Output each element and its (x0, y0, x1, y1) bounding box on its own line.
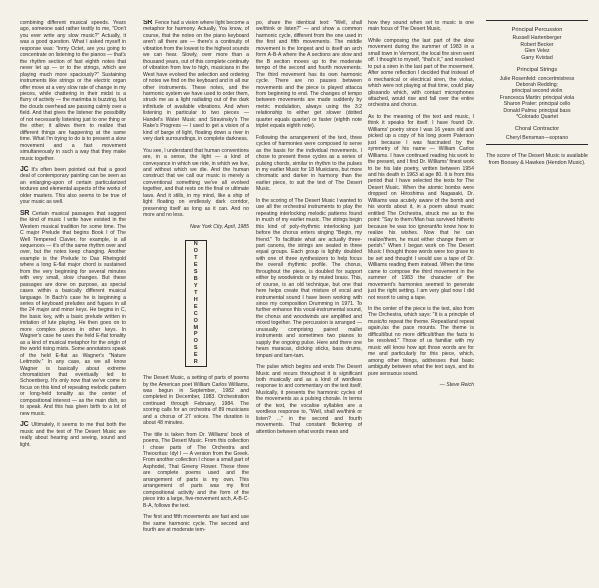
text-paragraph: SR Fence had a vision where light become a metaphor for harmony. Actually, You know, of course, that the notes on the piano keyboard aren't all there are — there's a continuity of vibration from the lowest to the highest sounds we can hear. Slowly, over more than a thousand years, out of this complete continuity of vibration from low to high, musicians in the West have evolved the selection and ordering of notes we find on the keyboard and in all our other instruments. These notes, and the harmonic system we have used to order them, struck me as a light radiating out of the dark infinitude of available vibrations. And when listening in particular to two pieces — Handel's Water Music and Stravinsky's The Rake's Progress — I used to get a vision of a kind of barge of light, floating down a river in very dark surroundings, in complete darkness. (143, 20, 249, 143)
title-letter: S (193, 269, 199, 276)
title-letter: E (193, 262, 199, 269)
title-letter: P (193, 331, 199, 338)
name-list (486, 135, 588, 141)
role-heading: Principal Strings (516, 67, 558, 74)
column-4 (368, 20, 474, 575)
credit-name: Francesca Martin: principal viola (499, 94, 575, 101)
speaker-sr: SR (143, 20, 153, 26)
column-1 (20, 20, 126, 575)
text-paragraph: In the scoring of The Desert Music I wanted to use all the orchestral instruments to play the repeating interlocking melodic patterns found in much of my earlier music. The strings begin this kind of poly-rhythmic interlocking just before the chorus enters singing "Begin, my friend." To facilitate what are actually three-part canons, the strings are seated in three equal groups. Each group is lightly doubled with one of three synthesizers to help focus the overall rhythmic profile. The chorus, throughout the piece, is doubled for support either by woodwinds or by muted brass. This, of course, is an old technique, but one that here helps create that mixture of vocal and instrumental sound I have been working with since my composition Drumming in 1971. To further enhance this vocal-instrumental sound, the chorus and woodwinds are amplified and mixed together. The percussion is arranged — unusually comprising paired mallet instruments and sometimes two pianos to supply the ongoing pulse. Here and there one hears maracas, clicking sticks, bass drums, timpani and tam-tam. (256, 197, 362, 359)
credit-name: Glen Velez (524, 48, 550, 55)
signature: — Steve Reich (439, 382, 474, 389)
speaker-jc: JC (20, 165, 29, 173)
title-letter: O (193, 338, 199, 345)
title-letter: N (193, 241, 199, 248)
credit-name: Garry Kvistad (521, 54, 553, 61)
title-letter: S (193, 345, 199, 352)
credit-name: principal second violin (511, 88, 563, 95)
role-heading: Choral Contractor (514, 126, 560, 133)
text-paragraph: Following the arrangement of the text, three cycles of harmonies were composed to serve as the basis for the individual movements. I chose to present these cycles as a series of pulsing chords, similar in rhythm to the pulses in my earlier Music for 18 Musicians, but more chromatic and darker in harmony than the earlier piece, to suit the text of The Desert Music. (256, 134, 362, 193)
name-list (486, 76, 588, 121)
credit-name: Deborah Redding: (515, 81, 559, 88)
speaker-sr: SR (20, 209, 30, 217)
credit-name: Cheryl Bensman—soprano (505, 134, 569, 141)
notes-by-the-composer-title (185, 240, 207, 367)
title-letter: T (194, 255, 198, 262)
credit-name: Robert Becker (520, 41, 554, 48)
title-letter: C (193, 310, 199, 317)
text-paragraph: JC It's often been pointed out that a good deal of contemporary painting can be seen as an enlarging-upon of certain particularized textures and elemental aspects of the works of older masters. This also seems to be true of your music as well. (20, 165, 126, 206)
text-paragraph: po, share the identical text: "Well, shall we/think or listen?" — and show a common harmonic cycle, different from the one used in the first and fifth movements. The middle movement is the longest and is itself an arch form A-B-A where the A sections are slow and the B section moves up to the moderate tempo of the second and fourth movements. The third movement has its own harmonic cycle. There are no pauses between movements and the piece is played attacca from beginning to end. The changes of tempo between movements are made suddenly by metric modulation, always using the 3:2 relationship to either get slower (dotted quarter equals quarter) or faster (eighth note triplet equals eighth note). (256, 20, 362, 130)
name-list (486, 35, 588, 61)
title-letter: E (193, 303, 199, 310)
text-paragraph: The pulse which begins and ends The Desert Music and recurs throughout it is significant both musically and as a kind of wordless response to and commentary on the text itself. Musically, it presents the harmonic cycles of the movements as a pulsing chorale. In terms of the text, the vocalise syllables are a wordless response to, "Well, shall we/think or listen? ..." in the second and fourth movements. That constant flickering of attention between what words mean and (256, 364, 362, 435)
score-note: The score of The Desert Music is available from Boosey & Hawkes (Hendon Music). (486, 153, 588, 166)
credit-name: Sharon Prater: principal cello (503, 101, 571, 108)
credit-name: Russell Hartenberger (512, 35, 562, 42)
column-3 (256, 20, 362, 575)
text-paragraph: You see, I understand that human conventions are, in a sense, the light — a kind of conveyance in which we ride, in which we live, and without which we die. And the human construct that we call our music is merely a conventional something we've all evolved together, and that rests on the final or ultimate laws. And it stills, in my mind, like a ship of light floating on endlessly dark corridor, preserving itself as long as it can. And no more and no less. (143, 147, 249, 219)
credit-name: Julie Rosenfeld: concertmistress (499, 75, 575, 82)
text-paragraph: how they sound when set to music is one main focus of The Desert Music. (368, 20, 474, 33)
text-paragraph: combining different musical speeds. Years ago, someone said rather testily to me, "Don't you ever write any slow music?" Actually, it was a good question. What I asked myself in response was: "Inmy Octet, are you going to concentrate on listening to the pianos — that's the rhythm section of fast eighth notes that never let up — or to the strings, which are playing much more spaciously?" Sustaining instruments like strings or the electric organ offer move at a very slow rate of change in my pieces, while chattering in their midst is a flurry of activity — the marimba is buzzing, but the clouds overhead are passing calmly over a field. And that gives the listener the possibility of not necessarily listening just to one thing or the other; it allows them to realize that different things are happening at the same time. What I'm trying to do is to present a slow movement and a fast movement simultaneously in such a way that they make music together. (20, 20, 126, 162)
title-letter: R (193, 359, 199, 366)
title-letter: O (193, 317, 199, 324)
credits-column (486, 20, 588, 575)
speaker-jc: JC (20, 421, 29, 429)
title-letter: M (193, 324, 199, 331)
title-letter: T (194, 289, 198, 296)
dateline: New York City, April, 1985 (189, 223, 249, 230)
title-letter: H (193, 296, 199, 303)
percussion-credits (486, 20, 588, 145)
text-paragraph: JC Ultimately, it seems to me that both the music and the text of The Desert Music are really about hearing and seeing, sound and light. (20, 421, 126, 448)
text-paragraph: The title is taken from Dr. Williams' book of poems, The Desert Music. From this collection I chose parts of The Orchestra and Theocritus: Idyl I — A version from the Greek. From another collection I chose a small part of Asphodel, That Greeny Flower. These three are complete poems used and the arrangement of parts is my own. This arrangement of parts was my first compositional activity and the form of the piece into a large, five-movement arch, A-B-C-B-A, follows the text. (143, 431, 249, 509)
text-paragraph: The Desert Music, a setting of parts of poems by the American poet William Carlos Williams, was begun in September, 1982 and completed in December, 1983. Orchestration continued through February, 1984. The scoring calls for an orchestra of 89 musicians and a chorus of 27 voices. The duration is about 48 minutes. (143, 375, 249, 427)
role-heading: Principal Percussion (511, 27, 563, 33)
text-paragraph: While composing the last part of the slow movement during the summer of 1983 in a small town in Vermont, the local fire siren went off. I thought to myself, "that's it," and resolved to put a siren in the last part of the movement. After some reflection I decided that instead of a mechanical or electrical siren, the violas, which were not playing at that time, could play glissando which, with contact microphones attached, would rise and fall over the entire orchestra and chorus. (368, 37, 474, 109)
title-letter: B (193, 275, 199, 282)
title-letter: O (193, 248, 199, 255)
text-paragraph: SR Certain musical passages that suggest the kind of music I write have existed in the Western musical tradition for some time. The C major Prelude that begins Book I of The Well Tempered Clavier, for example, is all sequences — it's of the same rhythm over and over, but the notes keep changing. Another example is the Prelude to Das Rheingold where a long E-flat major chord is sustained from the very beginning for several minutes with very small, slow changes. But these passages are done on purpose, as special cases within a basically different musical language. In Bach's case he is beginning a series of keyboard preludes and fugues in all the 24 major and minor keys. He begins in C, the basic key, with a basic prelude written in imitation of lute playing. He then goes on to more complex pieces in other keys. In Wagner's case he uses the held E-flat tonality as a kind of musical metaphor for the origin of the world rising mists. Some annotators speak of the held E-flat as Wagner's "Nature Leitmotiv." In any case, as we all know Wagner is basically about extreme chromaticism that eventually led to Schoenberg. It's only now that we've come to focus on this kind of repeating melodic pattern or long-held tonality as the center of compositional interest — as the main dish, so to speak. And this has given birth to a lot of new music. (20, 209, 126, 417)
text-paragraph: As to the meaning of the text and music, I think it speaks for itself. I have found Dr. Williams' poetry since I was 16 years old and picked up a copy of his long poem Paterson just because I was fascinated by the symmetry of his name — William Carlos Williams. I have continued reading his work to the present, and I find Dr. Williams' finest work to be his late poetry, written between 1954 and his death in 1963 at age 80. It is from this period that I have selected the texts for The Desert Music. When the atomic bombs were dropped on Hiroshima and Nagasaki, Dr. Williams was acutely aware of the bomb and his words about it, in a poem about music entitled The Orchestra, struck me as to the point: "Say to them:/Man has survived hitherto because he was too ignorant/to know how to realize his wishes. Now that he can realize/them, he must either change them or perish." When I began work on The Desert Music I thought those words were too grave to be set and thought I would use a tape of Dr. Williams reading them instead. When the time came to compose the third movement in the summer of 1983 the character of the movement's harmonies seemed to generate just the right setting. I am very glad now I did not resort to using a tape. (368, 113, 474, 301)
text-paragraph: The first and fifth movements are fast and use the same harmonic cycle. The second and fourth are at moderate tem- (143, 514, 249, 534)
title-letter: Y (193, 282, 199, 289)
credit-name: Donald Palma: principal bass (503, 107, 571, 114)
column-2 (143, 20, 249, 575)
text-paragraph: In the center of the piece is the text, also from The Orchestra, which says: "It is a principle of music/to repeat the theme. Repeat/and repeat again,/as the pace mounts. The theme is difficult/but no more difficult/than the facts to be resolved." Those of us familiar with my music will know how apt those words are for me and particularly for this piece, which, among other things, addresses that basic ambiguity between what the text says, and its pure sensuous sound. (368, 306, 474, 377)
credit-name: *Colorado Quartet (516, 113, 558, 120)
title-letter: E (193, 352, 199, 359)
